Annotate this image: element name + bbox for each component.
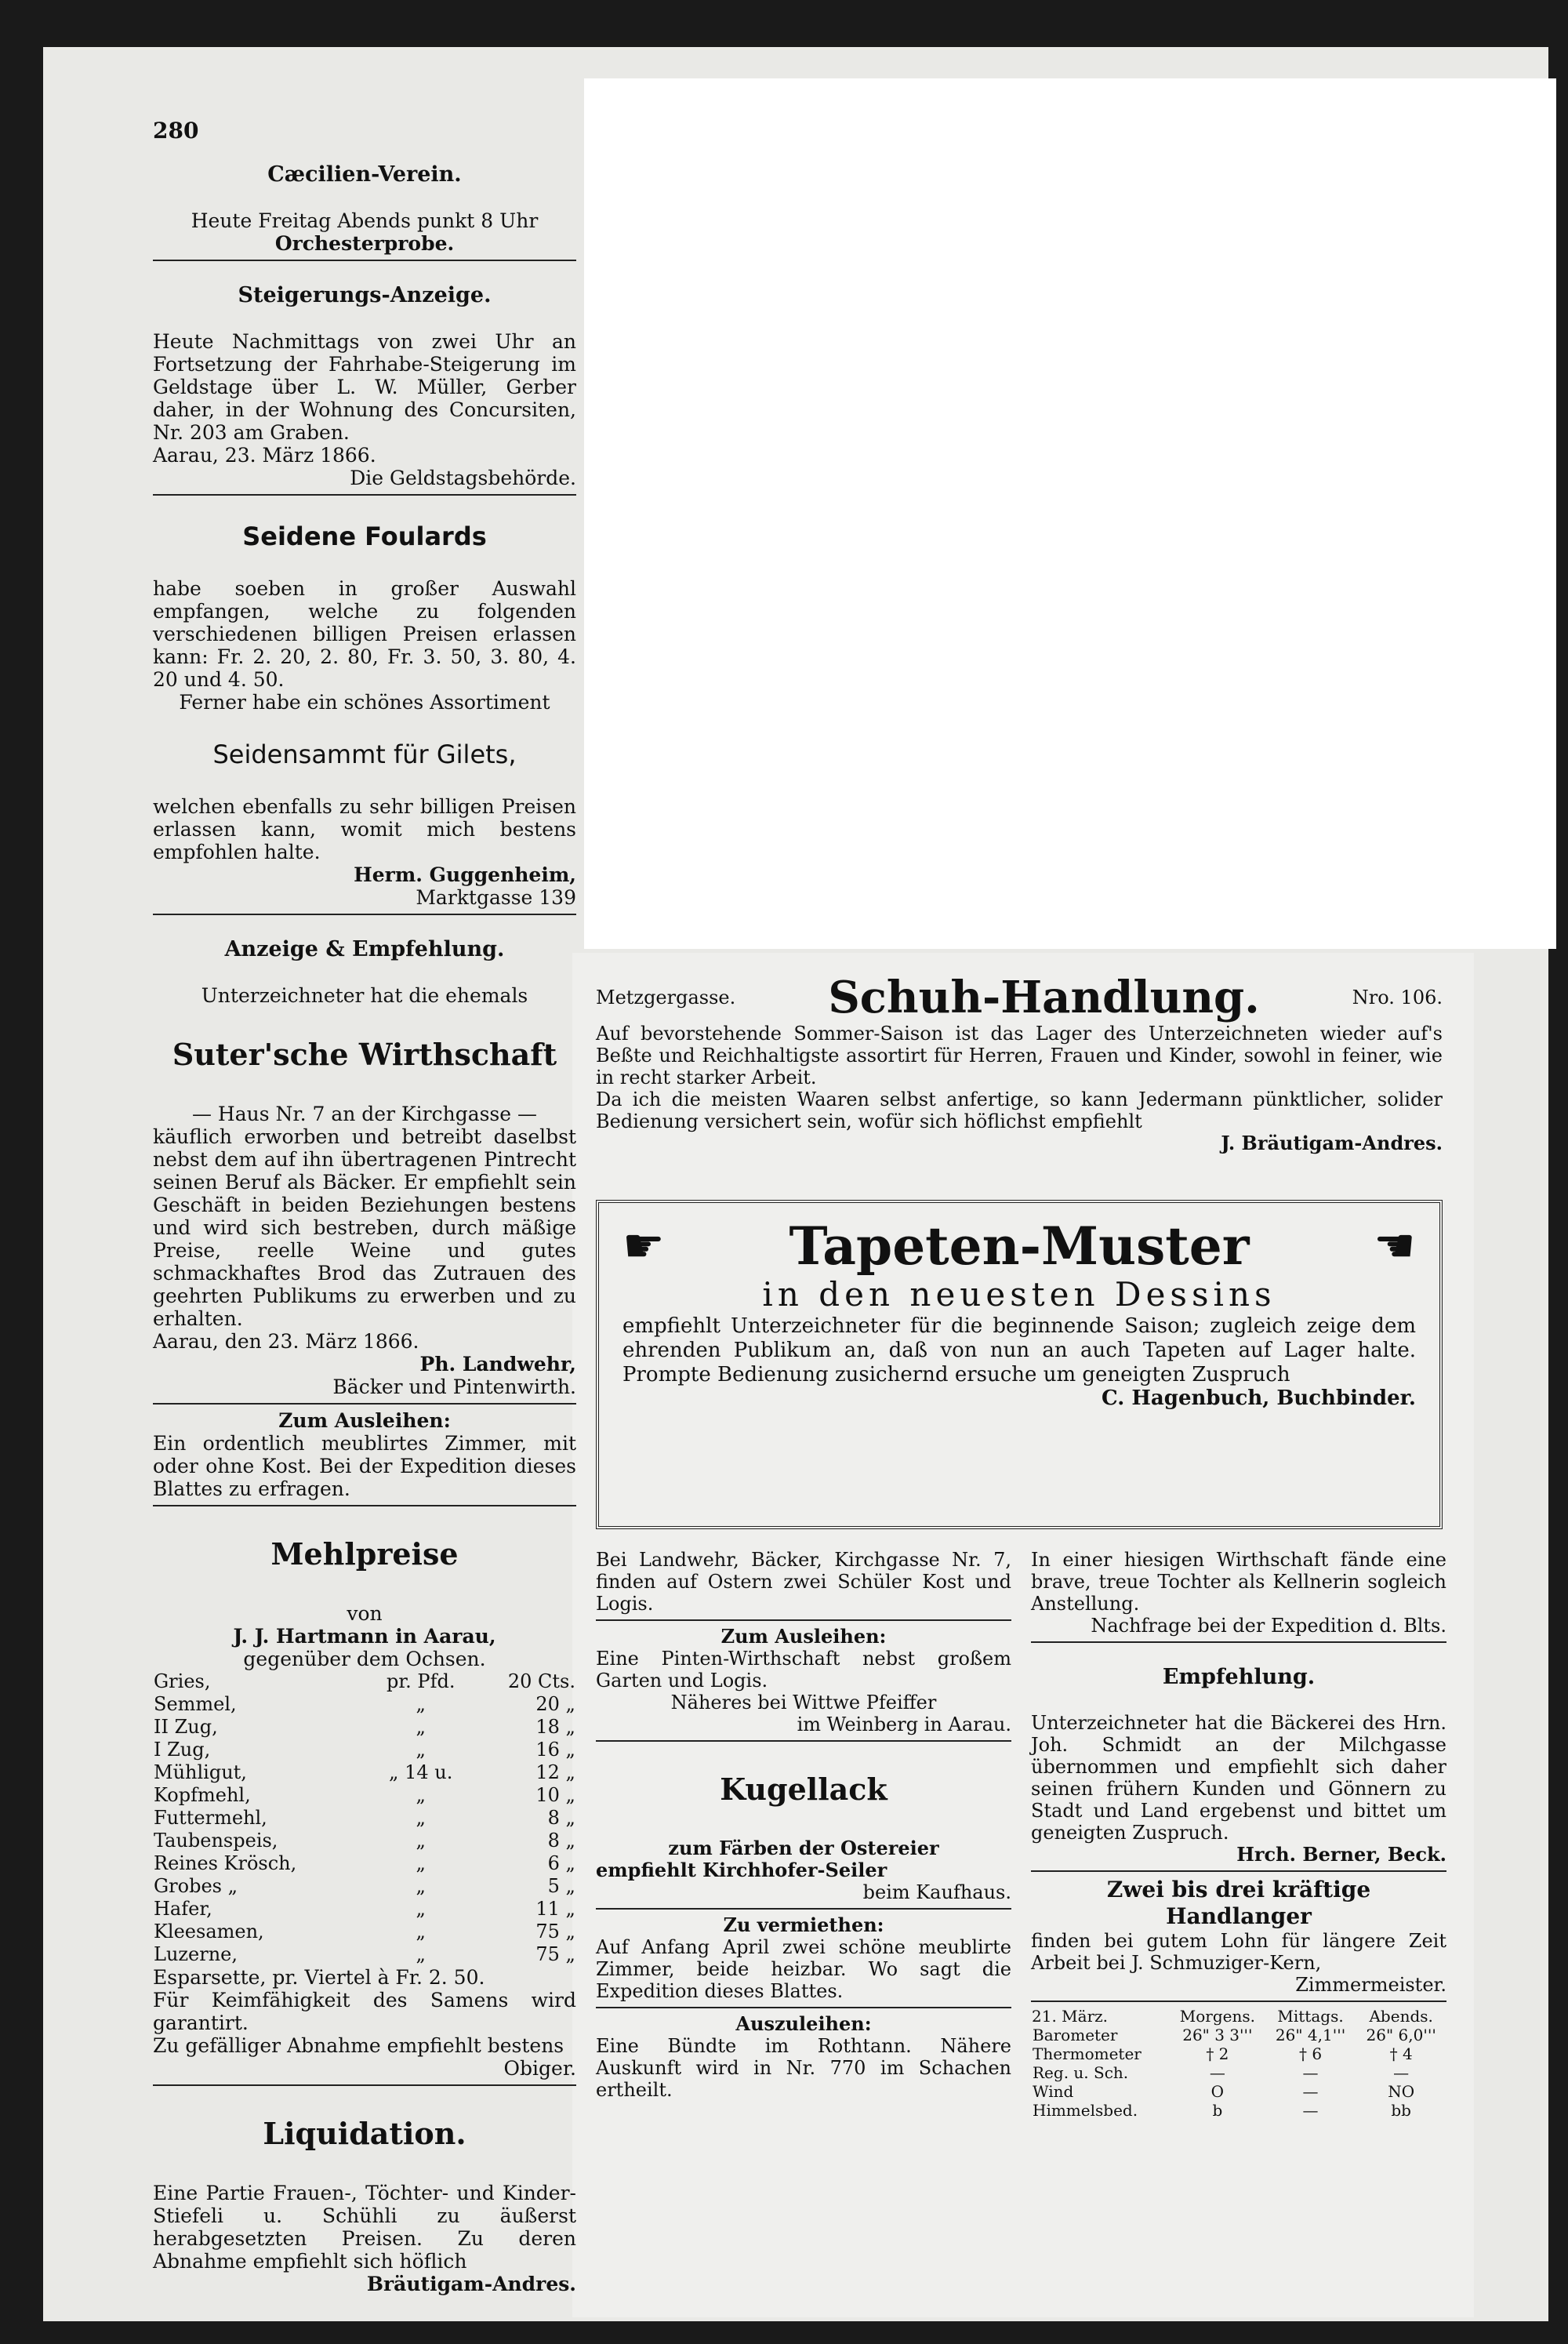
price-cell-name: Kleesamen, (154, 1921, 264, 1942)
price-cell-name: Mühligut, (154, 1761, 247, 1783)
weather-cell: bb (1391, 2101, 1411, 2120)
tapeten-title: Tapeten-Muster (789, 1216, 1250, 1277)
liquidation-sign: Bräutigam-Andres. (366, 2273, 576, 2295)
price-cell-price: 11 „ (535, 1898, 575, 1920)
price-cell-name: Kopfmehl, (154, 1784, 251, 1806)
caecilien-title: Cæcilien-Verein. (267, 162, 462, 187)
pointing-hand-right-icon: ☛ (622, 1219, 665, 1274)
price-cell-unit: „ (416, 1898, 426, 1920)
weather-cell: Himmelsbed. (1033, 2101, 1138, 2120)
empfehlung-title: Empfehlung. (1162, 1665, 1316, 1689)
kellnerin-contact: Nachfrage bei der Expedition d. Blts. (1091, 1615, 1446, 1637)
price-cell-price: 8 „ (547, 1830, 575, 1852)
mehlpreise-von: von (347, 1602, 383, 1625)
price-cell-name: Semmel, (154, 1693, 237, 1715)
vermiethen-body: Auf Anfang April zwei schöne meublirte Zimmer, beide heizbar. Wo sagt die Expedition dieses Blattes. (596, 1936, 1011, 2002)
weather-cell: b (1212, 2101, 1223, 2120)
empfehlung-body: Unterzeichneter hat die Bäckerei des Hrn. Joh. Schmidt an der Milchgasse übernommen und empfiehlt sich daher seinen frühern Kunden und Gönnern zu Stadt und Land ergebenst und bittet um geneigten Zuspruch. (1031, 1712, 1446, 1844)
price-cell-unit: pr. Pfd. (386, 1670, 456, 1692)
price-cell-unit: „ (416, 1852, 426, 1874)
kugellack-line: empfiehlt Kirchhofer-Seiler (596, 1859, 887, 1881)
price-row (153, 1739, 576, 1761)
mehlpreise-note: Für Keimfähigkeit des Samens wird garantirt. (153, 1989, 576, 2034)
foulards-title2: Seidensammt für Gilets, (212, 740, 517, 769)
weather-cell: NO (1388, 2082, 1415, 2101)
price-cell-price: 75 „ (535, 1943, 575, 1965)
price-cell-unit: „ (416, 1784, 426, 1806)
price-row (153, 1784, 576, 1807)
wirthschaft-body: käuflich erworben und betreibt daselbst nebst dem auf ihn übertragenen Pintrecht seinen Beruf als Bäcker. Er empfiehlt sein Geschäft in beiden Beziehungen bestens und wird sich bestreben, durch mäßige Preise, reelle Weine und gutes schmackhaftes Brod das Zutrauen des geehrten Publikums zu erwerben und zu erhalten. (153, 1125, 576, 1330)
weather-cell: 26" 6,0''' (1366, 2026, 1436, 2044)
foulards-body2: welchen ebenfalls zu sehr billigen Preisen erlassen kann, womit mich bestens empfohlen halte. (153, 795, 576, 863)
schuh-sign: J. Bräutigam-Andres. (1221, 1132, 1443, 1154)
empfehlung-sign: Hrch. Berner, Beck. (1236, 1843, 1446, 1866)
schuh-body: Auf bevorstehende Sommer-Saison ist das Lager des Unterzeichneten wieder auf's Beßte und Reichhaltigste assortirt für Herren, Frauen und Kinder, sowohl in feiner, wie in recht starker Arbeit. (596, 1023, 1443, 1088)
divider (1031, 2001, 1446, 2002)
divider (153, 1403, 576, 1405)
weather-cell: — (1302, 2063, 1319, 2082)
pinten-contact: Näheres bei Wittwe Pfeiffer (670, 1692, 937, 1713)
wirthschaft-line: Unterzeichneter hat die ehemals (201, 984, 528, 1007)
steigerung-sign: Die Geldstagsbehörde. (350, 467, 576, 489)
bunte-body: Eine Bündte im Rothtann. Nähere Auskunft wird in Nr. 770 im Schachen ertheilt. (596, 2035, 1011, 2101)
price-cell-price: 16 „ (535, 1739, 575, 1761)
kugellack-loc: beim Kaufhaus. (862, 1881, 1011, 1903)
mehlpreise-firm: J. J. Hartmann in Aarau, (233, 1625, 496, 1648)
price-row (153, 1807, 576, 1830)
price-cell-price: 18 „ (535, 1716, 575, 1738)
price-row (153, 1761, 576, 1784)
tapeten-muster-ad (596, 1200, 1443, 1529)
divider (596, 2007, 1011, 2008)
price-cell-name: Taubenspeis, (154, 1830, 278, 1852)
weather-cell: † 2 (1206, 2044, 1229, 2063)
weather-cell: Barometer (1033, 2026, 1118, 2044)
price-cell-unit: „ (416, 1739, 426, 1761)
price-cell-unit: „ (416, 1807, 426, 1829)
price-row (153, 1898, 576, 1921)
handlanger-body: finden bei gutem Lohn für längere Zeit Arbeit bei J. Schmuziger-Kern, (1031, 1930, 1446, 1974)
price-cell-price: 20 Cts. (507, 1670, 575, 1692)
kugellack-sub: zum Färben der Ostereier (668, 1837, 939, 1859)
foulards-sign: Herm. Guggenheim, (354, 863, 576, 886)
price-cell-name: II Zug, (154, 1716, 218, 1738)
tapeten-subtitle: in den neuesten Dessins (762, 1275, 1276, 1314)
wirthschaft-name: Suter'sche Wirthschaft (172, 1037, 557, 1072)
kellnerin-ad: In einer hiesigen Wirthschaft fände eine brave, treue Tochter als Kellnerin sogleich Anstellung. (1031, 1549, 1446, 1615)
schuh-street: Metzgergasse. (596, 987, 736, 1008)
price-cell-price: 8 „ (547, 1807, 575, 1829)
wirthschaft-date: Aarau, den 23. März 1866. (153, 1330, 419, 1353)
weather-cell: Thermometer (1033, 2044, 1142, 2063)
weather-cell: † 6 (1299, 2044, 1323, 2063)
pinten-location: im Weinberg in Aarau. (797, 1713, 1011, 1735)
price-row (153, 1716, 576, 1739)
left-column (153, 114, 576, 2295)
price-cell-unit: „ 14 u. (389, 1761, 453, 1783)
weather-table (1031, 2007, 1446, 2120)
divider (153, 914, 576, 915)
steigerung-date: Aarau, 23. März 1866. (153, 444, 376, 467)
divider (1031, 1870, 1446, 1872)
foulards-body: habe soeben in großer Auswahl empfangen, welche zu folgenden verschiedenen billigen Preisen erlassen kann: Fr. 2. 20, 2. 80, Fr. 3. 50, 3. 80, 4. 20 und 4. 50. (153, 577, 576, 691)
caecilien-event: Orchesterprobe. (274, 232, 455, 255)
pinten-body: Eine Pinten-Wirthschaft nebst großem Garten und Logis. (596, 1648, 1011, 1692)
tapeten-body: empfiehlt Unterzeichneter für die beginnende Saison; zugleich zeige dem ehrenden Publikum an, daß von nun an auch Tapeten auf Lager halte. Prompte Bedienung zusichernd ersuche um geneigten Zuspruch (622, 1314, 1416, 1386)
schueler-ad: Bei Landwehr, Bäcker, Kirchgasse Nr. 7, finden auf Ostern zwei Schüler Kost und Logis. (596, 1549, 1011, 1615)
weather-cell: † 4 (1389, 2044, 1413, 2063)
steigerung-title: Steigerungs-Anzeige. (238, 283, 492, 307)
divider (596, 1740, 1011, 1742)
price-cell-name: Reines Krösch, (154, 1852, 297, 1874)
price-cell-name: Futtermehl, (154, 1807, 267, 1829)
wirthschaft-sign2: Bäcker und Pintenwirth. (332, 1376, 576, 1398)
weather-cell: Reg. u. Sch. (1033, 2063, 1129, 2082)
divider (153, 260, 576, 261)
pinten-title: Zum Ausleihen: (720, 1625, 887, 1648)
foulards-line2: Ferner habe ein schönes Assortiment (179, 691, 550, 714)
price-row (153, 1693, 576, 1716)
mehlpreise-title: Mehlpreise (270, 1536, 459, 1572)
page-number: 280 (153, 118, 199, 144)
esparsette-line: Esparsette, pr. Viertel à Fr. 2. 50. (153, 1966, 485, 1989)
steigerung-body: Heute Nachmittags von zwei Uhr an Fortsetzung der Fahrhabe-Steigerung im Geldstage über L. W. Müller, Gerber daher, in der Wohnung des Concursiten, Nr. 203 am Graben. (153, 330, 576, 444)
price-cell-name: Gries, (154, 1670, 211, 1692)
price-cell-name: Hafer, (154, 1898, 212, 1920)
divider (596, 1908, 1011, 1910)
caecilien-line: Heute Freitag Abends punkt 8 Uhr (191, 209, 539, 232)
weather-cell: — (1302, 2101, 1319, 2120)
weather-cell: Wind (1033, 2082, 1074, 2101)
price-table (153, 1670, 576, 1966)
weather-cell: 26" 4,1''' (1275, 2026, 1346, 2044)
kugellack-title: Kugellack (720, 1772, 887, 1807)
right-column (1031, 1549, 1446, 2120)
price-cell-unit: „ (416, 1875, 426, 1897)
ausleihen-body: Ein ordentlich meublirtes Zimmer, mit oder ohne Kost. Bei der Expedition dieses Blattes zu erfragen. (153, 1432, 576, 1500)
divider (153, 1505, 576, 1506)
mehlpreise-sign: Obiger. (503, 2057, 576, 2080)
price-cell-price: 10 „ (535, 1784, 575, 1806)
foulards-title: Seidene Foulards (242, 521, 487, 551)
weather-row (1031, 2082, 1446, 2101)
liquidation-title: Liquidation. (263, 2116, 466, 2151)
price-cell-price: 75 „ (535, 1921, 575, 1942)
price-cell-unit: „ (416, 1830, 426, 1852)
mehlpreise-note2: Zu gefälliger Abnahme empfiehlt bestens (153, 2034, 564, 2057)
price-cell-name: Luzerne, (154, 1943, 238, 1965)
bunte-title: Auszuleihen: (735, 2012, 872, 2035)
price-cell-name: I Zug, (154, 1739, 211, 1761)
weather-row (1031, 2101, 1446, 2120)
schuh-number: Nro. 106. (1352, 987, 1443, 1008)
weather-header: Abends. (1369, 2007, 1433, 2026)
weather-cell: 26" 3 3''' (1182, 2026, 1253, 2044)
vermiethen-title: Zu vermiethen: (723, 1913, 884, 1936)
price-cell-unit: „ (416, 1693, 426, 1715)
handlanger-title: Zwei bis drei kräftige Handlanger (1106, 1877, 1371, 1929)
price-cell-unit: „ (416, 1943, 426, 1965)
weather-row (1031, 2026, 1446, 2044)
price-row (153, 1875, 576, 1898)
weather-header: Morgens. (1179, 2007, 1255, 2026)
ausleihen-title: Zum Ausleihen: (278, 1409, 451, 1432)
weather-header: 21. März. (1032, 2007, 1109, 2026)
price-row (153, 1852, 576, 1875)
weather-cell: — (1302, 2082, 1319, 2101)
divider (153, 2084, 576, 2086)
price-cell-unit: „ (416, 1921, 426, 1942)
price-cell-price: 20 „ (535, 1693, 575, 1715)
weather-row (1031, 2063, 1446, 2082)
weather-cell: — (1209, 2063, 1225, 2082)
pointing-hand-left-icon: ☛ (1374, 1219, 1416, 1274)
price-row (153, 1670, 576, 1693)
tapeten-sign: C. Hagenbuch, Buchbinder. (1102, 1386, 1416, 1410)
divider (1031, 1641, 1446, 1643)
price-cell-price: 12 „ (535, 1761, 575, 1783)
liquidation-body: Eine Partie Frauen-, Töchter- und Kinder-Stiefeli u. Schühli zu äußerst herabgesetzten Preisen. Zu deren Abnahme empfiehlt sich höflich (153, 2182, 576, 2273)
price-row (153, 1830, 576, 1852)
price-row (153, 1921, 576, 1943)
handlanger-sign: Zimmermeister. (1295, 1974, 1446, 1996)
middle-column (596, 1549, 1011, 2101)
wirthschaft-house: — Haus Nr. 7 an der Kirchgasse — (191, 1103, 538, 1125)
blank-pasted-paper (584, 78, 1556, 949)
divider (596, 1619, 1011, 1621)
schuh-title: Schuh-Handlung. (828, 972, 1260, 1023)
weather-cell: — (1393, 2063, 1410, 2082)
mehlpreise-addr: gegenüber dem Ochsen. (243, 1648, 486, 1670)
schuh-handlung-ad (596, 972, 1443, 1154)
weather-cell: O (1210, 2082, 1225, 2101)
schuh-body2: Da ich die meisten Waaren selbst anfertige, so kann Jedermann pünktlicher, solider Bedienung versichert sein, wofür sich höflichst empfiehlt (596, 1088, 1443, 1132)
foulards-sign2: Marktgasse 139 (416, 886, 576, 909)
price-cell-price: 5 „ (547, 1875, 575, 1897)
price-cell-price: 6 „ (547, 1852, 575, 1874)
wirthschaft-sign: Ph. Landwehr, (419, 1353, 576, 1376)
wirthschaft-title: Anzeige & Empfehlung. (224, 937, 505, 961)
weather-row (1031, 2044, 1446, 2063)
price-cell-unit: „ (416, 1716, 426, 1738)
weather-header: Mittags. (1277, 2007, 1344, 2026)
price-row (153, 1943, 576, 1966)
price-cell-name: Grobes „ (154, 1875, 238, 1897)
divider (153, 494, 576, 496)
